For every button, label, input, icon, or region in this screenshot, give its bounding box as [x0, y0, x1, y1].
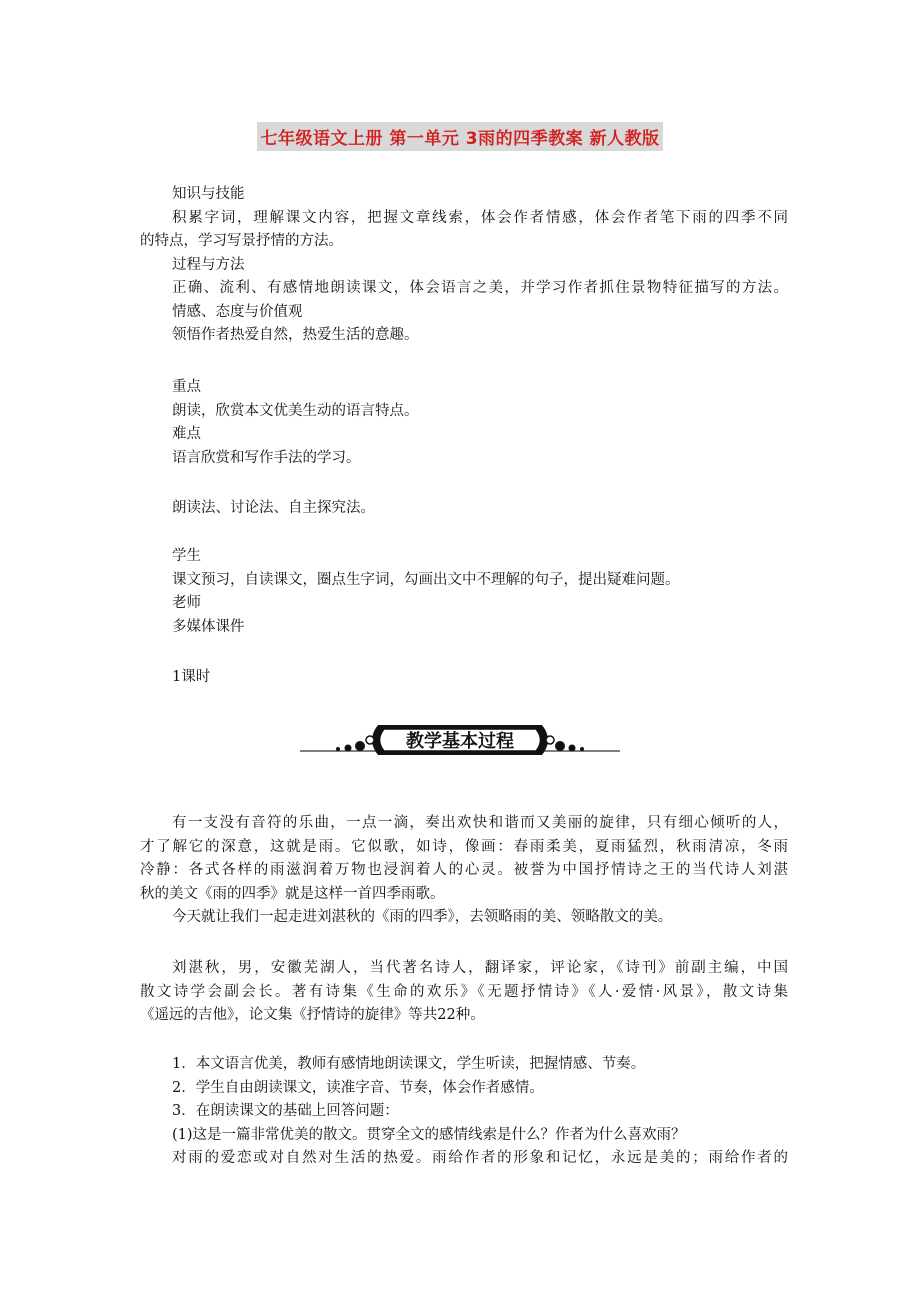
document-title: 七年级语文上册 第一单元 3雨的四季教案 新人教版 — [257, 122, 662, 151]
process-heading: 过程与方法 — [172, 256, 245, 273]
knowledge-text-line1: 积累字词，理解课文内容，把握文章线索，体会作者情感，体会作者笔下雨的四季不同 — [172, 209, 788, 226]
teaching-process-banner — [300, 720, 620, 760]
student-text: 课文预习，自读课文，圈点生字词，勾画出文中不理解的句子，提出疑难问题。 — [172, 571, 680, 588]
author-line2: 散文诗学会副会长。著有诗集《生命的欢乐》《无题抒情诗》《人·爱情·风景》，散文诗集 — [140, 983, 788, 1000]
steps-section — [140, 1053, 788, 1171]
banner-ornament-icon — [300, 720, 620, 760]
title-area — [0, 122, 920, 151]
key-point-text: 朗读，欣赏本文优美生动的语言特点。 — [172, 402, 419, 419]
duration-text: 1课时 — [172, 669, 211, 685]
intro-section — [140, 812, 788, 930]
step-1: 1．本文语言优美，教师有感情地朗读课文，学生听读，把握情感、节奏。 — [172, 1056, 646, 1072]
author-line3: 《遥远的吉他》，论文集《抒情诗的旋律》等共22种。 — [140, 1007, 485, 1023]
answer-1: 对雨的爱恋或对自然对生活的热爱。雨给作者的形象和记忆，永远是美的；雨给作者的 — [172, 1150, 788, 1166]
difficult-point-heading: 难点 — [172, 426, 201, 442]
knowledge-heading: 知识与技能 — [172, 186, 245, 202]
methods-text: 朗读法、讨论法、自主探究法。 — [172, 500, 375, 516]
step-3: 3．在朗读课文的基础上回答问题： — [172, 1103, 399, 1119]
banner-label: 教学基本过程 — [406, 731, 514, 752]
student-heading: 学生 — [172, 548, 201, 564]
intro-line2: 才了解它的深意，这就是雨。它似歌，如诗，像画：春雨柔美，夏雨猛烈，秋雨清凉，冬雨 — [140, 838, 788, 855]
duration-section — [140, 666, 788, 690]
objectives-section — [140, 183, 788, 348]
process-text: 正确、流利、有感情地朗读课文，体会语言之美，并学习作者抓住景物特征描写的方法。 — [172, 280, 788, 296]
author-section — [140, 957, 788, 1028]
intro-line1: 有一支没有音符的乐曲，一点一滴，奏出欢快和谐而又美丽的旋律，只有细心倾听的人， — [172, 815, 788, 831]
intro-line5: 今天就让我们一起走进刘湛秋的《雨的四季》，去领略雨的美、领略散文的美。 — [172, 909, 673, 925]
key-point-heading: 重点 — [172, 379, 201, 395]
emotion-heading: 情感、态度与价值观 — [172, 303, 303, 320]
step-2: 2．学生自由朗读课文，读准字音、节奏，体会作者感情。 — [172, 1079, 544, 1096]
difficult-point-text: 语言欣赏和写作手法的学习。 — [172, 449, 361, 466]
teacher-text: 多媒体课件 — [172, 618, 245, 635]
teacher-heading: 老师 — [172, 595, 201, 611]
emotion-text: 领悟作者热爱自然，热爱生活的意趣。 — [172, 327, 419, 343]
methods-section — [140, 497, 788, 521]
preparation-section — [140, 545, 788, 639]
knowledge-text-line2: 的特点，学习写景抒情的方法。 — [140, 233, 343, 249]
focus-section — [140, 376, 788, 470]
question-1: (1)这是一篇非常优美的散文。贯穿全文的感情线索是什么？作者为什么喜欢雨？ — [172, 1126, 686, 1143]
intro-line3: 冷静：各式各样的雨滋润着万物也浸润着人的心灵。被誉为中国抒情诗之王的当代诗人刘湛 — [140, 862, 788, 878]
intro-line4: 秋的美文《雨的四季》就是这样一首四季雨歌。 — [140, 885, 445, 902]
author-line1: 刘湛秋，男，安徽芜湖人，当代著名诗人，翻译家，评论家，《诗刊》前副主编，中国 — [172, 960, 788, 976]
